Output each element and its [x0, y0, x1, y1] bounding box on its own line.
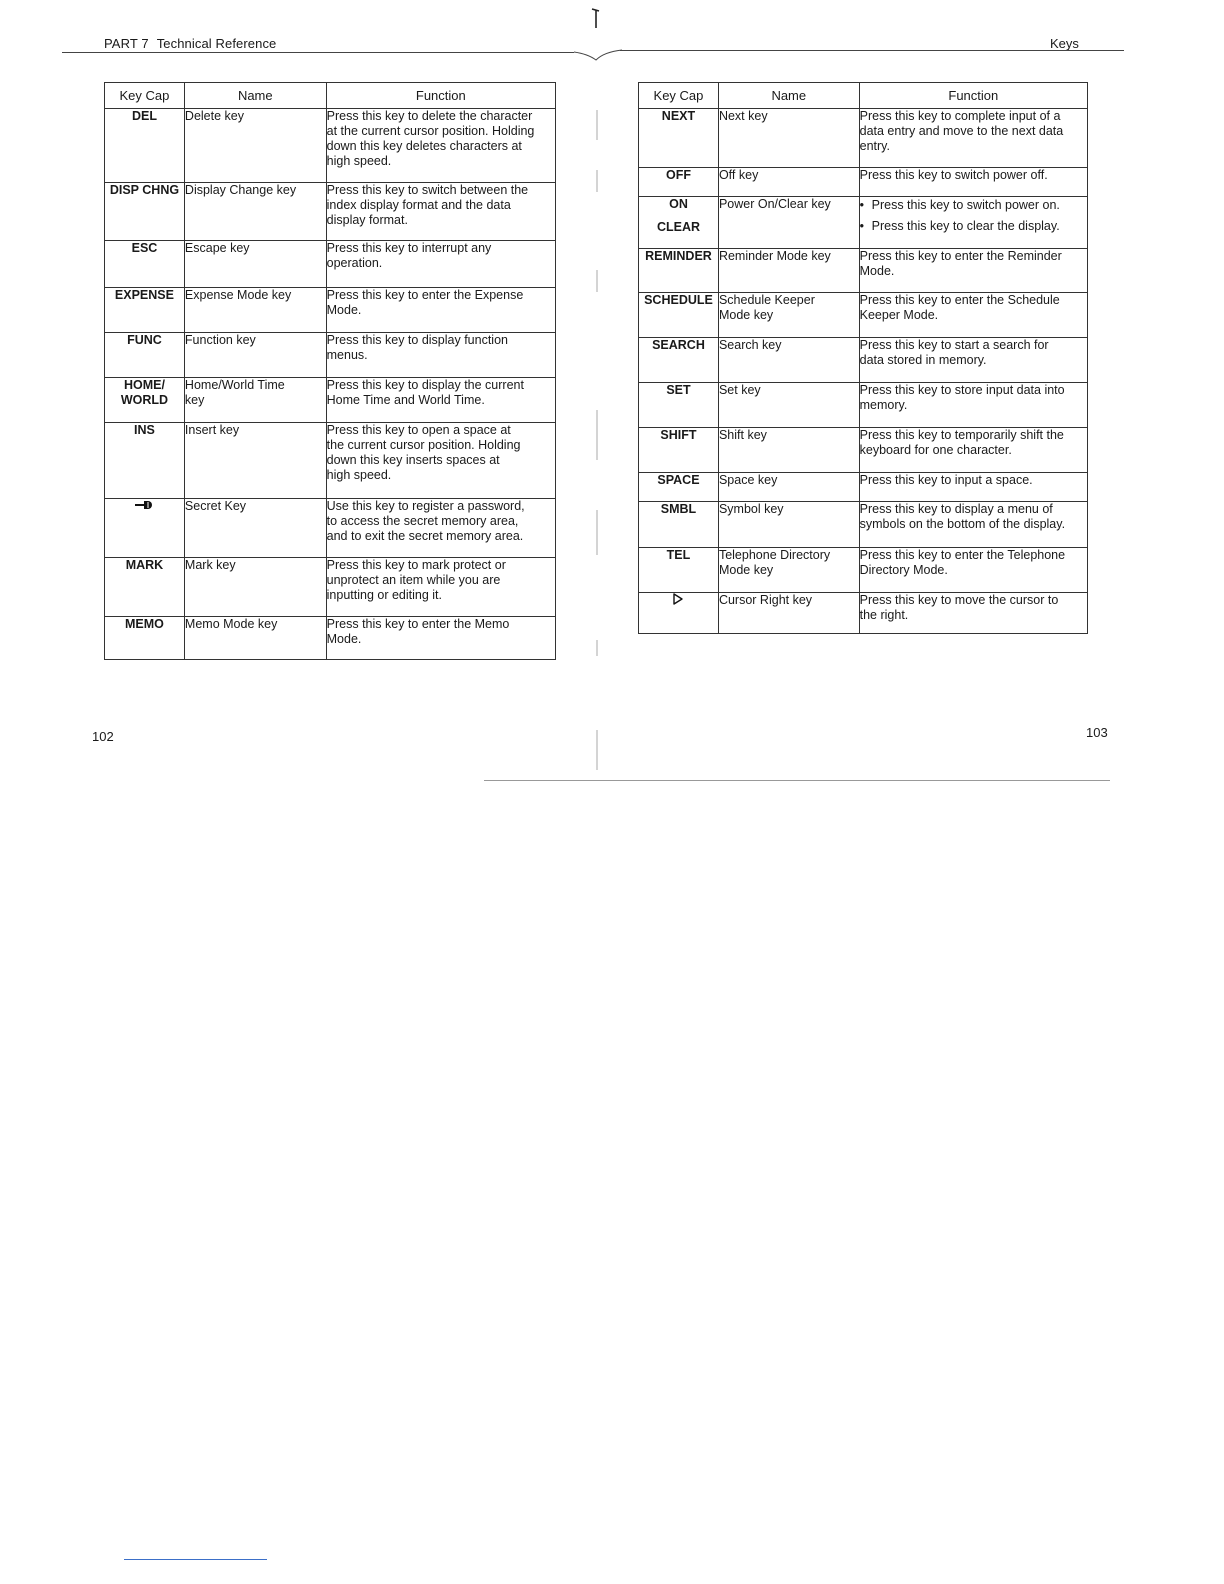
key-cap: SHIFT — [639, 428, 719, 473]
key-cap: HOME/ WORLD — [105, 378, 185, 423]
bottom-rule — [484, 780, 1110, 781]
key-name: Memo Mode key — [184, 617, 326, 660]
key-function: Press this key to temporarily shift the keyboard for one character. — [859, 428, 1087, 473]
table-row — [105, 183, 556, 241]
table-row — [105, 558, 556, 617]
table-row — [105, 333, 556, 378]
part-label: PART 7 — [104, 36, 149, 51]
key-name: Shift key — [718, 428, 859, 473]
key-name: Escape key — [184, 241, 326, 288]
column-header-name: Name — [718, 83, 859, 109]
key-cap: SET — [639, 383, 719, 428]
key-cap — [105, 499, 185, 558]
page-number-right: 103 — [1086, 725, 1108, 740]
table-row — [639, 293, 1088, 338]
bullet-icon: • — [859, 219, 865, 233]
key-cap: DISP CHNG — [105, 183, 185, 241]
secret-key-icon — [134, 499, 154, 511]
key-name: Reminder Mode key — [718, 249, 859, 293]
table-header-row — [105, 83, 556, 109]
cursor-right-icon — [672, 593, 684, 605]
key-cap: MEMO — [105, 617, 185, 660]
key-name: Secret Key — [184, 499, 326, 558]
key-cap: OFF — [639, 168, 719, 197]
key-function — [859, 197, 1087, 249]
section-title: Technical Reference — [156, 36, 277, 51]
table-row — [639, 168, 1088, 197]
running-header-left — [104, 36, 276, 51]
key-cap: SPACE — [639, 473, 719, 502]
key-table-right — [638, 82, 1088, 634]
running-header-right: Keys — [1050, 36, 1079, 51]
key-cap: INS — [105, 423, 185, 499]
key-name: Expense Mode key — [184, 288, 326, 333]
table-header-row — [639, 83, 1088, 109]
key-name: Home/World Time key — [184, 378, 326, 423]
key-name: Power On/Clear key — [718, 197, 859, 249]
page-number-left: 102 — [92, 729, 114, 744]
key-cap: NEXT — [639, 109, 719, 168]
table-row — [105, 617, 556, 660]
footer-blue-line — [124, 1559, 267, 1560]
key-name: Telephone Directory Mode key — [718, 548, 859, 593]
key-cap: SEARCH — [639, 338, 719, 383]
column-header-name: Name — [184, 83, 326, 109]
header-rule-right — [620, 50, 1124, 51]
key-function: Press this key to switch power off. — [859, 168, 1087, 197]
key-name: Off key — [718, 168, 859, 197]
key-name: Symbol key — [718, 502, 859, 548]
key-name: Cursor Right key — [718, 593, 859, 634]
key-cap — [639, 593, 719, 634]
binding-mark-icon — [590, 6, 602, 30]
key-name: Function key — [184, 333, 326, 378]
table-row — [639, 197, 1088, 249]
table-row — [105, 499, 556, 558]
table-row — [639, 383, 1088, 428]
key-function: Press this key to enter the Memo Mode. — [326, 617, 555, 660]
table-row — [105, 109, 556, 183]
key-table-left — [104, 82, 556, 660]
key-cap: ESC — [105, 241, 185, 288]
key-function: Press this key to display function menus. — [326, 333, 555, 378]
key-cap: SCHEDULE — [639, 293, 719, 338]
key-function: Use this key to register a password, to access the secret memory area, and to exit the secret memory area. — [326, 499, 555, 558]
key-function: Press this key to open a space at the current cursor position. Holding down this key inserts spaces at high speed. — [326, 423, 555, 499]
key-name: Insert key — [184, 423, 326, 499]
key-function: Press this key to enter the Expense Mode. — [326, 288, 555, 333]
key-name: Delete key — [184, 109, 326, 183]
key-cap: REMINDER — [639, 249, 719, 293]
key-function: Press this key to start a search for data stored in memory. — [859, 338, 1087, 383]
table-row — [639, 338, 1088, 383]
key-name: Search key — [718, 338, 859, 383]
key-function: Press this key to complete input of a data entry and move to the next data entry. — [859, 109, 1087, 168]
table-row — [639, 428, 1088, 473]
key-name: Schedule Keeper Mode key — [718, 293, 859, 338]
key-name: Next key — [718, 109, 859, 168]
key-cap: ON CLEAR — [639, 197, 719, 249]
table-row — [639, 109, 1088, 168]
key-function: Press this key to input a space. — [859, 473, 1087, 502]
header-rule-left — [62, 52, 574, 53]
table-row — [639, 502, 1088, 548]
key-cap: DEL — [105, 109, 185, 183]
key-function: Press this key to display a menu of symbols on the bottom of the display. — [859, 502, 1087, 548]
key-function: Press this key to mark protect or unprotect an item while you are inputting or editing it. — [326, 558, 555, 617]
list-item: • Press this key to switch power on. — [859, 198, 1060, 212]
table-row — [105, 378, 556, 423]
column-header-key-cap: Key Cap — [639, 83, 719, 109]
key-function: Press this key to display the current Home Time and World Time. — [326, 378, 555, 423]
key-function: Press this key to enter the Reminder Mode. — [859, 249, 1087, 293]
table-row — [639, 473, 1088, 502]
table-row — [639, 593, 1088, 634]
bullet-icon: • — [859, 198, 865, 212]
gutter-shadow — [592, 80, 602, 780]
header-rule-curve — [570, 46, 626, 66]
key-cap: SMBL — [639, 502, 719, 548]
key-cap: MARK — [105, 558, 185, 617]
key-cap: TEL — [639, 548, 719, 593]
key-function: Press this key to move the cursor to the right. — [859, 593, 1087, 634]
key-name: Set key — [718, 383, 859, 428]
key-cap: EXPENSE — [105, 288, 185, 333]
key-name: Display Change key — [184, 183, 326, 241]
table-row — [639, 249, 1088, 293]
table-row — [105, 288, 556, 333]
key-name: Mark key — [184, 558, 326, 617]
key-function: Press this key to delete the character at the current cursor position. Holding down this key deletes characters at high speed. — [326, 109, 555, 183]
key-function: Press this key to enter the Telephone Directory Mode. — [859, 548, 1087, 593]
column-header-key-cap: Key Cap — [105, 83, 185, 109]
table-row — [105, 241, 556, 288]
list-item: • Press this key to clear the display. — [859, 219, 1060, 233]
key-function: Press this key to enter the Schedule Keeper Mode. — [859, 293, 1087, 338]
column-header-function: Function — [859, 83, 1087, 109]
column-header-function: Function — [326, 83, 555, 109]
key-function: Press this key to switch between the index display format and the data display format. — [326, 183, 555, 241]
table-row — [639, 548, 1088, 593]
key-cap: FUNC — [105, 333, 185, 378]
key-function: Press this key to store input data into memory. — [859, 383, 1087, 428]
key-function: Press this key to interrupt any operation. — [326, 241, 555, 288]
table-row — [105, 423, 556, 499]
key-name: Space key — [718, 473, 859, 502]
